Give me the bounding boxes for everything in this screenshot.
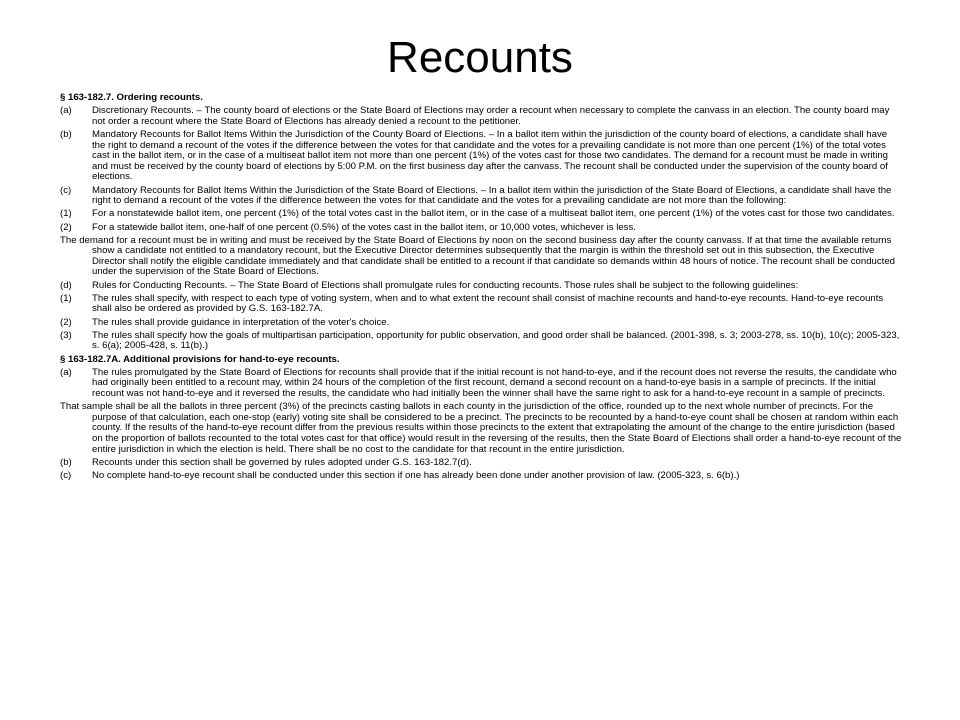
- subsection-label: (2): [60, 221, 72, 233]
- subsection-text: For a statewide ballot item, one-half of one percent (0.5%) of the votes cast in the ballot item, or 10,000 votes, whichever is less.: [92, 221, 636, 233]
- subsection-text: The rules promulgated by the State Board of Elections for recounts shall provide that if the initial recount is not hand-to-eye, and if the recount does not reverse the results, the candidate who had originally been entitled to a recount may, within 24 hours of the completion of the first recount, demand a second recount on a hand-to-eye basis in a sample of precincts. If the initial recount was not hand-to-eye and it reversed the results, the candidate who had initially been the winner shall have the same right to ask for a hand-to-eye recount in a sample of precincts.: [92, 366, 897, 399]
- subsection-text: Rules for Conducting Recounts. – The State Board of Elections shall promulgate rules for conducting recounts. Those rules shall be subject to the following guidelines:: [92, 279, 799, 291]
- statute-paragraph: The demand for a recount must be in writing and must be received by the State Board of Elections by noon on the second business day after the county canvass. If at that time the available returns show a candidate not entitled to a mandatory recount, but the Executive Director determines subsequently that the margin is within the threshold set out in this subsection, the Executive Director shall notify the eligible candidate immediately and that candidate shall be entitled to a recount if that candidate so demands within 48 hours of notice. The recount shall be conducted under the supervision of the State Board of Elections.: [60, 234, 895, 278]
- subsection-label: (b): [60, 456, 72, 468]
- subsection-label: (a): [60, 366, 72, 378]
- subsection-label: (d): [60, 279, 72, 291]
- statute-subsection: [60, 281, 902, 292]
- statute-subsection: [60, 186, 902, 207]
- subsection-label: (1): [60, 292, 72, 304]
- slide-title: Recounts: [387, 33, 573, 82]
- statute-subsection: [60, 458, 902, 469]
- statute-subsection: [60, 223, 902, 234]
- section-heading: § 163-182.7. Ordering recounts.: [60, 92, 203, 103]
- subsection-label: (c): [60, 184, 72, 196]
- subsection-text: The rules shall specify how the goals of multipartisan participation, opportunity for public observation, and good order shall be balanced. (2001-398, s. 3; 2003-278, ss. 10(b), 10(c); 2005-323, s. 6(a); 2005-428, s. 11(b).): [92, 329, 900, 352]
- subsection-label: (3): [60, 329, 72, 341]
- statute-paragraph: That sample shall be all the ballots in three percent (3%) of the precincts casting ballots in each county in the jurisdiction of the office, rounded up to the next whole number of precincts. For the purpose of that calculation, each one-stop (early) voting site shall be considered to be a precinct. The precincts to be recounted by a hand-to-eye count shall be chosen at random within each county. If the results of the hand-to-eye recount differ from the previous results within those precincts to the extent that extrapolating the amount of the change to the entire jurisdiction (based on the proportion of ballots recounted to the total votes cast for that office) would result in the reversing of the results, then the State Board of Elections shall order a hand-to-eye recount of the entire jurisdiction in which the election is held. There shall be no cost to the candidate for that recount in the entire jurisdiction.: [60, 401, 902, 455]
- subsection-label: (a): [60, 105, 72, 117]
- subsection-text: The rules shall provide guidance in interpretation of the voter's choice.: [92, 316, 390, 328]
- statute-subsection: [60, 130, 902, 183]
- subsection-label: (c): [60, 469, 72, 481]
- statute-subsection: [60, 294, 902, 315]
- statute-text: [60, 93, 902, 484]
- subsection-text: Discretionary Recounts. – The county board of elections or the State Board of Elections may order a recount when necessary to complete the canvass in an election. The county board may not order a recount where the State Board of Elections has already denied a recount to the petitioner.: [92, 105, 890, 127]
- subsection-text: The rules shall specify, with respect to each type of voting system, when and to what extent the recount shall consist of machine recounts and hand-to-eye recounts. Hand-to-eye recounts shall also be ordered as provided by G.S. 163-182.7A.: [92, 292, 884, 315]
- subsection-text: No complete hand-to-eye recount shall be conducted under this section if one has already been done under another provision of law. (2005-323, s. 6(b).): [92, 469, 740, 481]
- section-heading: § 163-182.7A. Additional provisions for hand-to-eye recounts.: [60, 353, 340, 365]
- subsection-label: (1): [60, 208, 72, 220]
- subsection-label: (2): [60, 316, 72, 328]
- subsection-label: (b): [60, 128, 72, 140]
- statute-subsection: [60, 106, 902, 127]
- statute-subsection: [60, 209, 902, 220]
- subsection-text: Mandatory Recounts for Ballot Items Within the Jurisdiction of the County Board of Elections. – In a ballot item within the jurisdiction of the county board of elections, a candidate shall have the right to demand a recount of the votes if the difference between the votes for that candidate and the votes for a prevailing candidate is not more than one percent (1%) of the total votes cast in the ballot item, or in the case of a multiseat ballot item not more than one percent (1%) of the votes cast for those two candidates. The demand for a recount must be made in writing and must be received by the county board of elections by 5:00 P.M. on the first business day after the canvass. The recount shall be conducted under the supervision of the county board of elections.: [92, 128, 888, 183]
- statute-subsection: [60, 368, 902, 400]
- statute-subsection: [60, 331, 902, 352]
- subsection-text: Mandatory Recounts for Ballot Items Within the Jurisdiction of the State Board of Elections. – In a ballot item within the jurisdiction of the State Board of Elections, a candidate shall have the right to demand a recount of the votes if the difference between the votes for that candidate and the votes for a prevailing candidate are not more than the following:: [92, 184, 892, 207]
- subsection-text: Recounts under this section shall be governed by rules adopted under G.S. 163-182.7(d).: [92, 456, 472, 468]
- statute-subsection: [60, 471, 902, 482]
- subsection-text: For a nonstatewide ballot item, one percent (1%) of the total votes cast in the ballot item, or in the case of a multiseat ballot item, one percent (1%) of the votes cast for those two candidates.: [92, 208, 895, 220]
- statute-subsection: [60, 318, 902, 329]
